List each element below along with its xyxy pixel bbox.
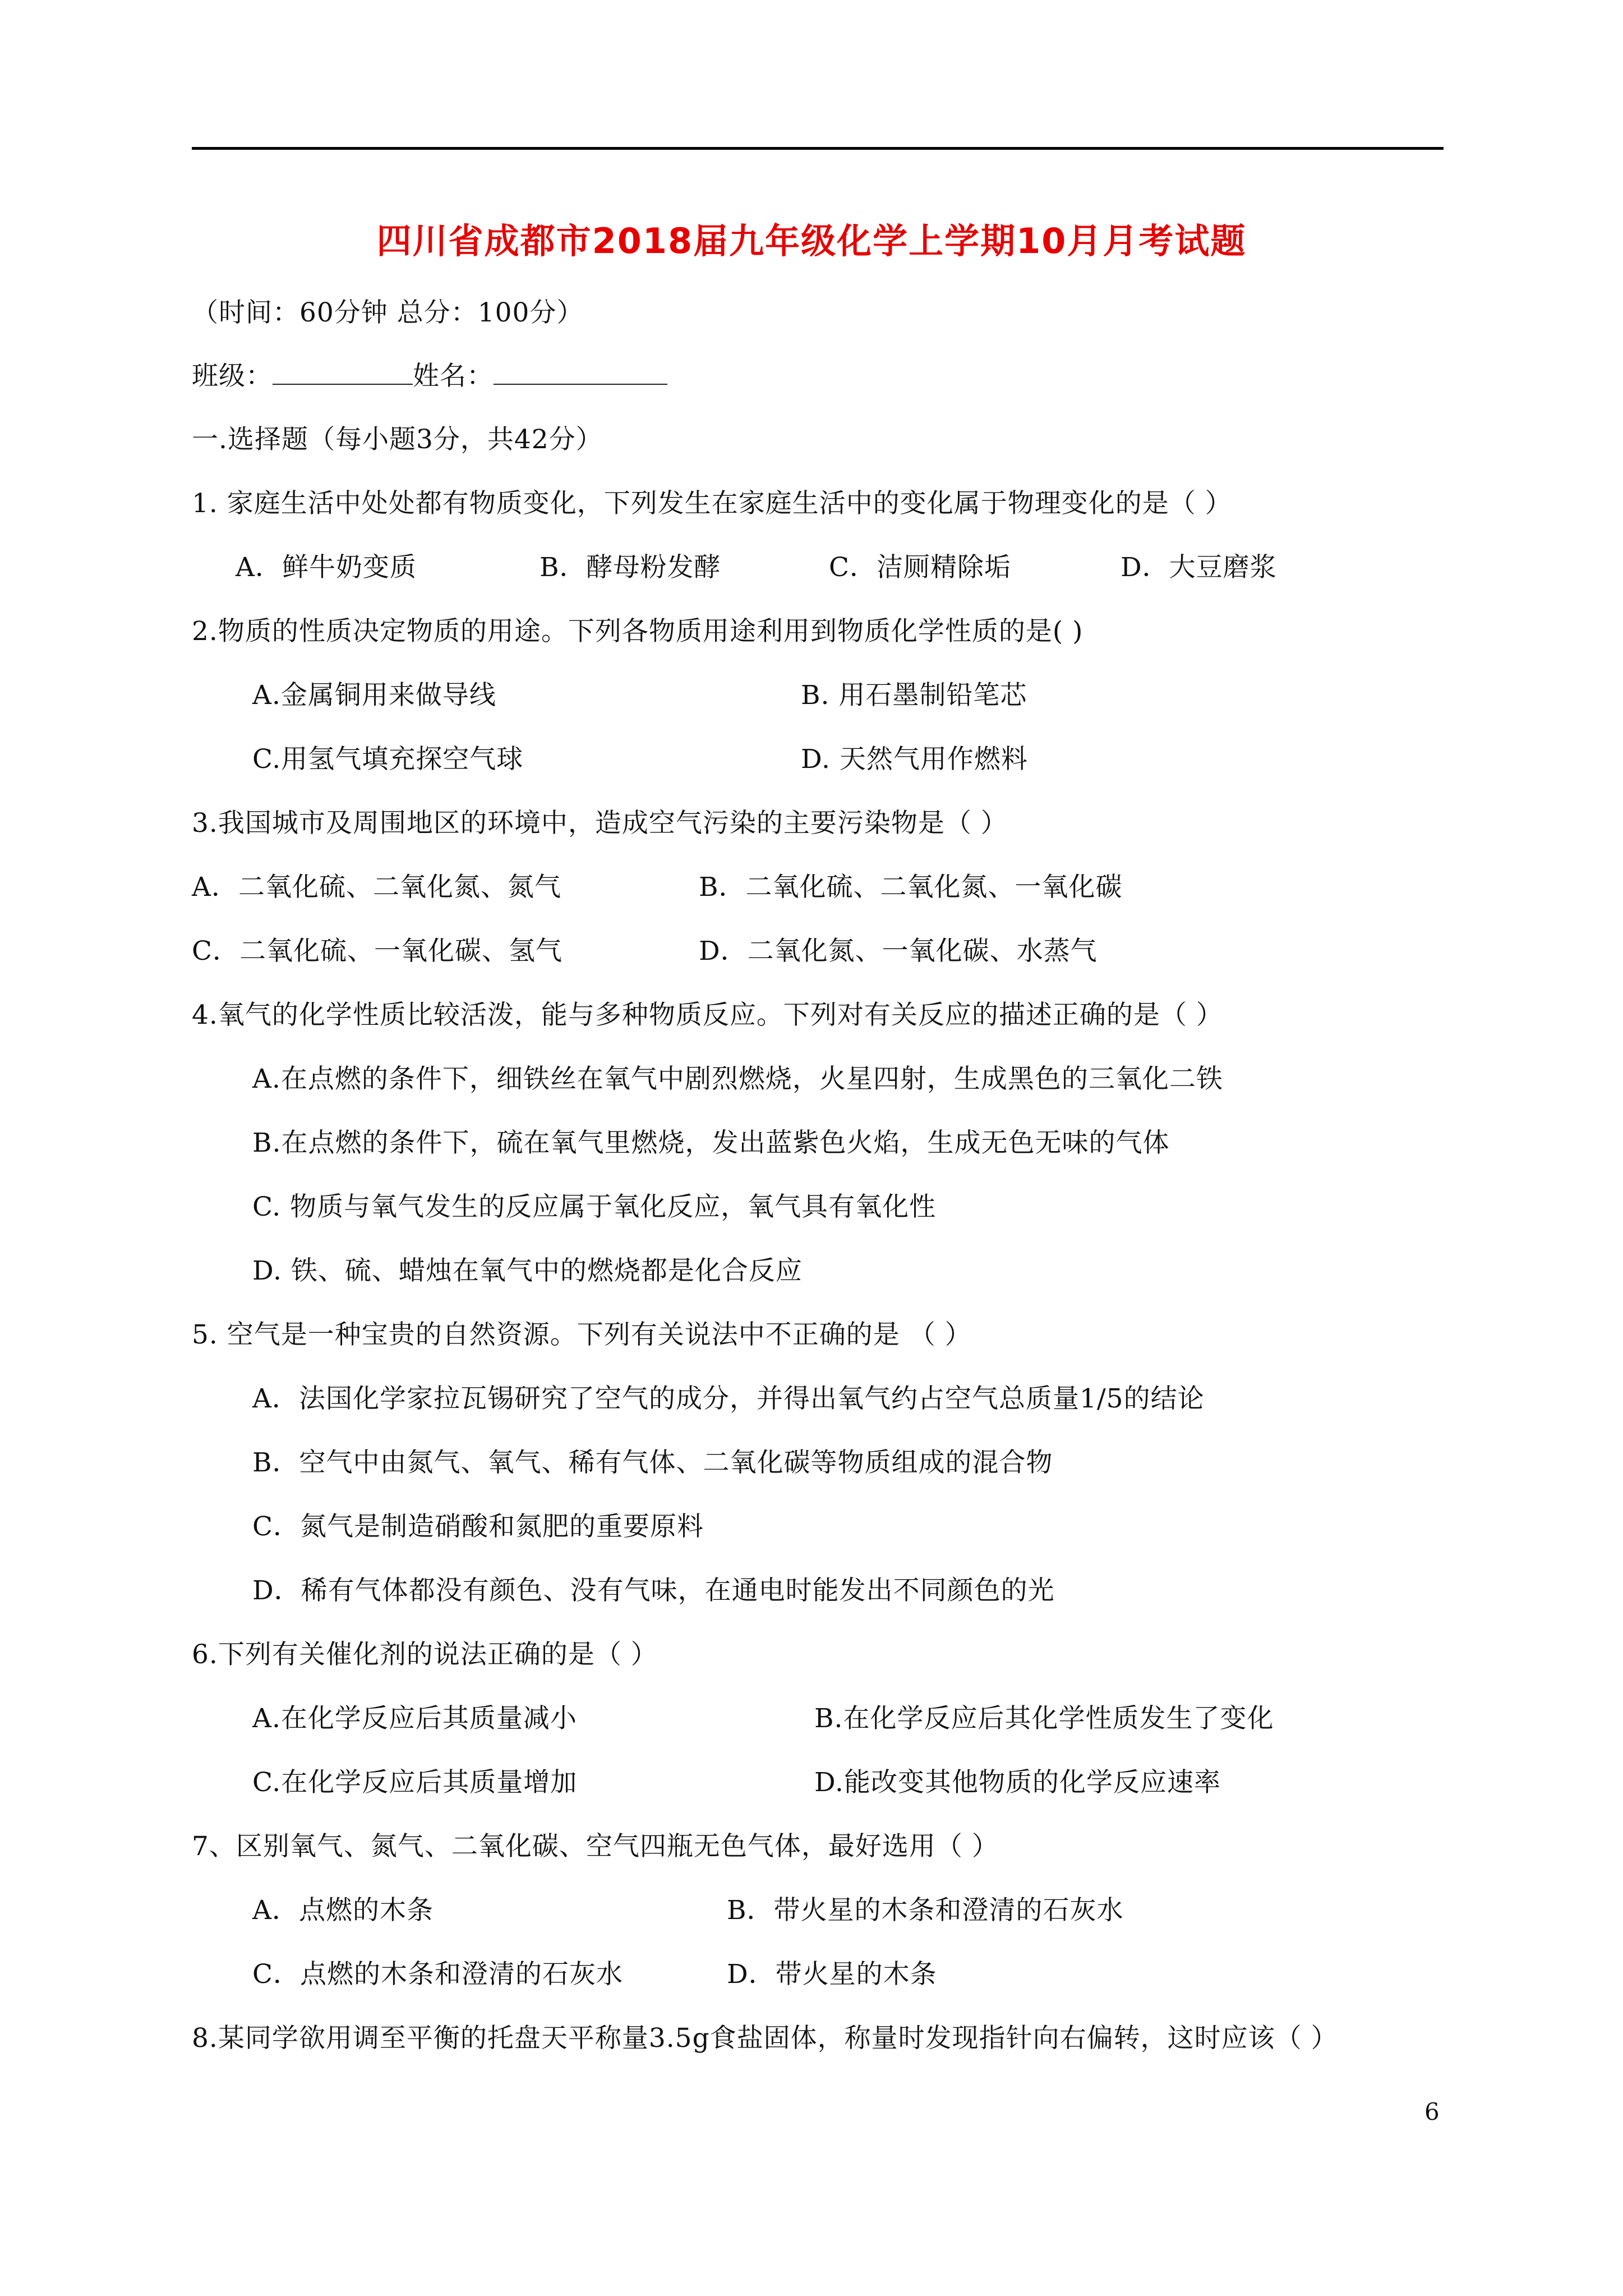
question-stem: 1. 家庭生活中处处都有物质变化，下列发生在家庭生活中的变化属于物理变化的是（ ） bbox=[192, 488, 1232, 519]
option: A．点燃的木条 bbox=[252, 1895, 434, 1926]
question-stem: 4.氧气的化学性质比较活泼，能与多种物质反应。下列对有关反应的描述正确的是（ ） bbox=[192, 1000, 1223, 1030]
question-stem: 6.下列有关催化剂的说法正确的是（ ） bbox=[192, 1639, 658, 1670]
question-stem: 7、区别氧气、氮气、二氧化碳、空气四瓶无色气体，最好选用（ ） bbox=[192, 1831, 999, 1862]
option: A.在化学反应后其质量减小 bbox=[252, 1703, 577, 1734]
question-stem: 5. 空气是一种宝贵的自然资源。下列有关说法中不正确的是 （ ） bbox=[192, 1319, 972, 1350]
option: D．带火星的木条 bbox=[727, 1959, 937, 1990]
page-number: 6 bbox=[1424, 2098, 1440, 2125]
class-label: 班级： bbox=[192, 361, 273, 392]
option: D．二氧化氮、一氧化碳、水蒸气 bbox=[699, 936, 1098, 967]
option: D．稀有气体都没有颜色、没有气味，在通电时能发出不同颜色的光 bbox=[252, 1575, 1055, 1606]
question-stem: 2.物质的性质决定物质的用途。下列各物质用途利用到物质化学性质的是( ) bbox=[192, 616, 1083, 647]
option: C. 物质与氧气发生的反应属于氧化反应，氧气具有氧化性 bbox=[252, 1191, 937, 1222]
option: D. 铁、硫、蜡烛在氧气中的燃烧都是化合反应 bbox=[252, 1255, 803, 1286]
exam-info: （时间：60分钟 总分：100分） bbox=[192, 297, 584, 328]
option: B. 用石墨制铅笔芯 bbox=[801, 680, 1027, 711]
section-heading: 一.选择题（每小题3分，共42分） bbox=[192, 424, 603, 455]
name-field[interactable] bbox=[494, 359, 667, 385]
class-field[interactable] bbox=[273, 359, 413, 385]
option: D.能改变其他物质的化学反应速率 bbox=[814, 1767, 1221, 1798]
name-label: 姓名： bbox=[413, 361, 494, 392]
option: A．法国化学家拉瓦锡研究了空气的成分，并得出氧气约占空气总质量1/5的结论 bbox=[252, 1383, 1205, 1414]
option: A.金属铜用来做导线 bbox=[252, 680, 496, 711]
option: B.在点燃的条件下，硫在氧气里燃烧，发出蓝紫色火焰，生成无色无味的气体 bbox=[252, 1128, 1170, 1158]
option: C．二氧化硫、一氧化碳、氢气 bbox=[192, 936, 562, 967]
option: D．大豆磨浆 bbox=[1121, 552, 1277, 583]
option: C.用氢气填充探空气球 bbox=[252, 744, 524, 775]
option: C．点燃的木条和澄清的石灰水 bbox=[252, 1959, 623, 1990]
option: D. 天然气用作燃料 bbox=[801, 744, 1028, 775]
option: A.在点燃的条件下，细铁丝在氧气中剧烈燃烧，火星四射，生成黑色的三氧化二铁 bbox=[252, 1064, 1223, 1094]
option: B．二氧化硫、二氧化氮、一氧化碳 bbox=[699, 872, 1123, 903]
page-title: 四川省成都市2018届九年级化学上学期10月月考试题 bbox=[376, 220, 1247, 261]
option: B．带火星的木条和澄清的石灰水 bbox=[727, 1895, 1124, 1926]
question-stem: 3.我国城市及周围地区的环境中，造成空气污染的主要污染物是（ ） bbox=[192, 808, 1008, 839]
option: B．空气中由氮气、氧气、稀有气体、二氧化碳等物质组成的混合物 bbox=[252, 1447, 1053, 1478]
student-info bbox=[192, 359, 667, 393]
option: B．酵母粉发酵 bbox=[540, 552, 721, 583]
option: A．二氧化硫、二氧化氮、氮气 bbox=[192, 872, 561, 903]
question-stem: 8.某同学欲用调至平衡的托盘天平称量3.5g食盐固体，称量时发现指针向右偏转，这时应该（ ） bbox=[192, 2023, 1338, 2054]
option: A．鲜牛奶变质 bbox=[236, 552, 417, 583]
option: C.在化学反应后其质量增加 bbox=[252, 1767, 578, 1798]
header-rule bbox=[192, 147, 1444, 150]
option: C．洁厕精除垢 bbox=[829, 552, 1011, 583]
option: C．氮气是制造硝酸和氮肥的重要原料 bbox=[252, 1511, 704, 1542]
option: B.在化学反应后其化学性质发生了变化 bbox=[814, 1703, 1274, 1734]
